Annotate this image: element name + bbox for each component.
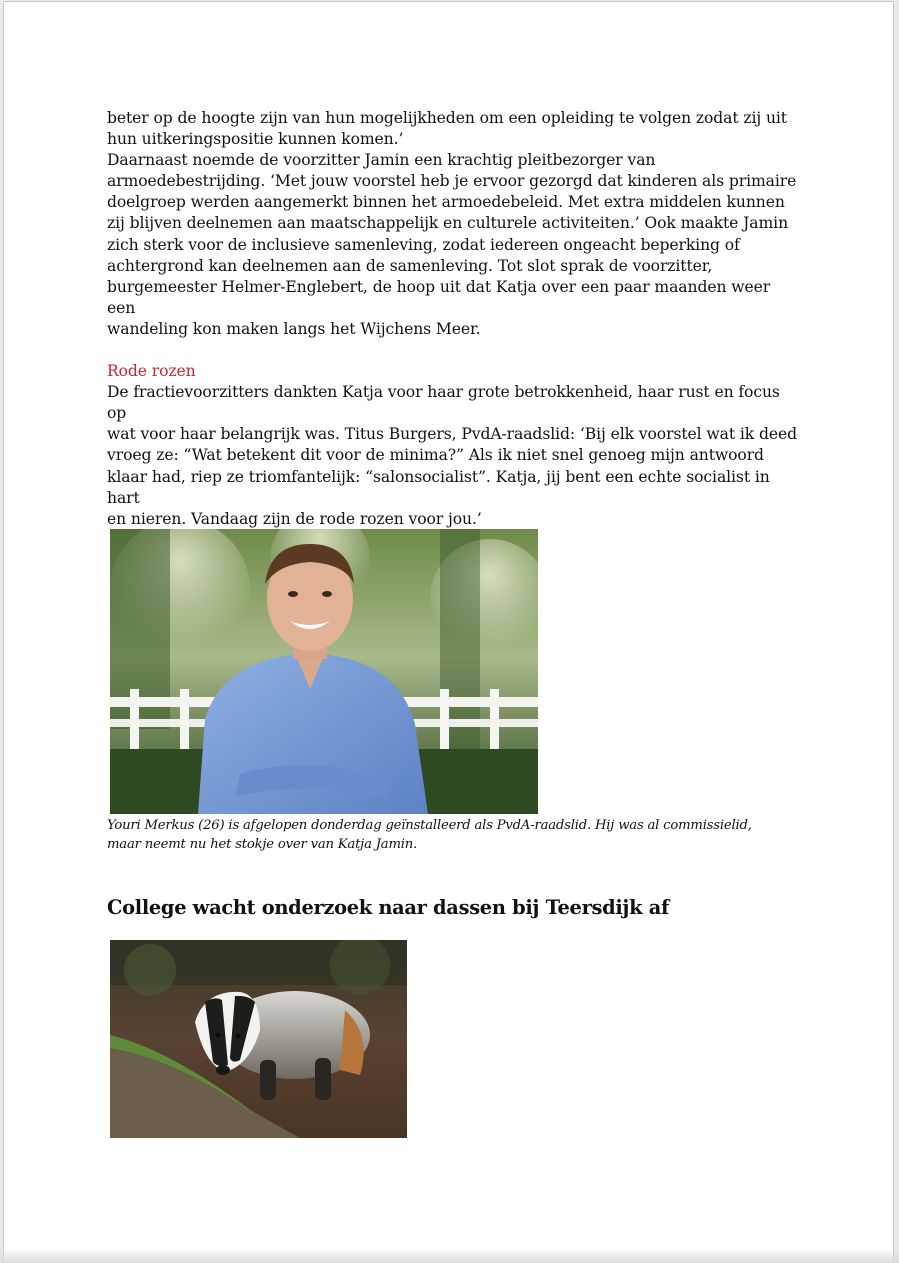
article-body: [107, 108, 797, 530]
photo-caption: [107, 816, 797, 854]
section-subheading: Rode rozen: [107, 362, 196, 381]
portrait-photo: [110, 529, 538, 814]
article-paragraph-1: beter op de hoogte zijn van hun mogelijkheden om een opleiding te volgen zodat zij uit hun uitkeringspositie kunnen komen.’: [107, 109, 787, 149]
page-bottom-shadow: [0, 1248, 899, 1263]
next-article-headline: College wacht onderzoek naar dassen bij Teersdijk af: [107, 896, 670, 919]
paragraph-spacer: [107, 340, 797, 361]
badger-photo: [110, 940, 407, 1138]
photo-caption-text: Youri Merkus (26) is afgelopen donderdag geïnstalleerd als PvdA-raadslid. Hij was al commissielid, maar neemt nu het stokje over van Katja Jamin.: [107, 818, 752, 852]
article-paragraph-3: De fractievoorzitters dankten Katja voor haar grote betrokkenheid, haar rust en focus op wat voor haar belangrijk was. Titus Burgers, PvdA-raadslid: ‘Bij elk voorstel wat ik deed vroeg ze: “Wat betekent dit voor de minima?” Als ik niet snel genoeg mijn antwoord klaar had, riep ze triomfantelijk: “salonsocialist”. Katja, jij bent een echte socialist in hart en nieren. Vandaag zijn de rode rozen voor jou.’: [107, 383, 797, 528]
article-paragraph-2: Daarnaast noemde de voorzitter Jamin een krachtig pleitbezorger van armoedebestrijding. ‘Met jouw voorstel heb je ervoor gezorgd dat kinderen als primaire doelgroep werden aangemerkt binnen het armoedebeleid. Met extra middelen kunnen zij blijven deelnemen aan maatschappelijk en culturele activiteiten.’ Ook maakte Jamin zich sterk voor de inclusieve samenleving, zodat iedereen ongeacht beperking of achtergrond kan deelnemen aan de samenleving. Tot slot sprak de voorzitter, burgemeester Helmer-Englebert, de hoop uit dat Katja over een paar maanden weer een wandeling kon maken langs het Wijchens Meer.: [107, 151, 797, 338]
